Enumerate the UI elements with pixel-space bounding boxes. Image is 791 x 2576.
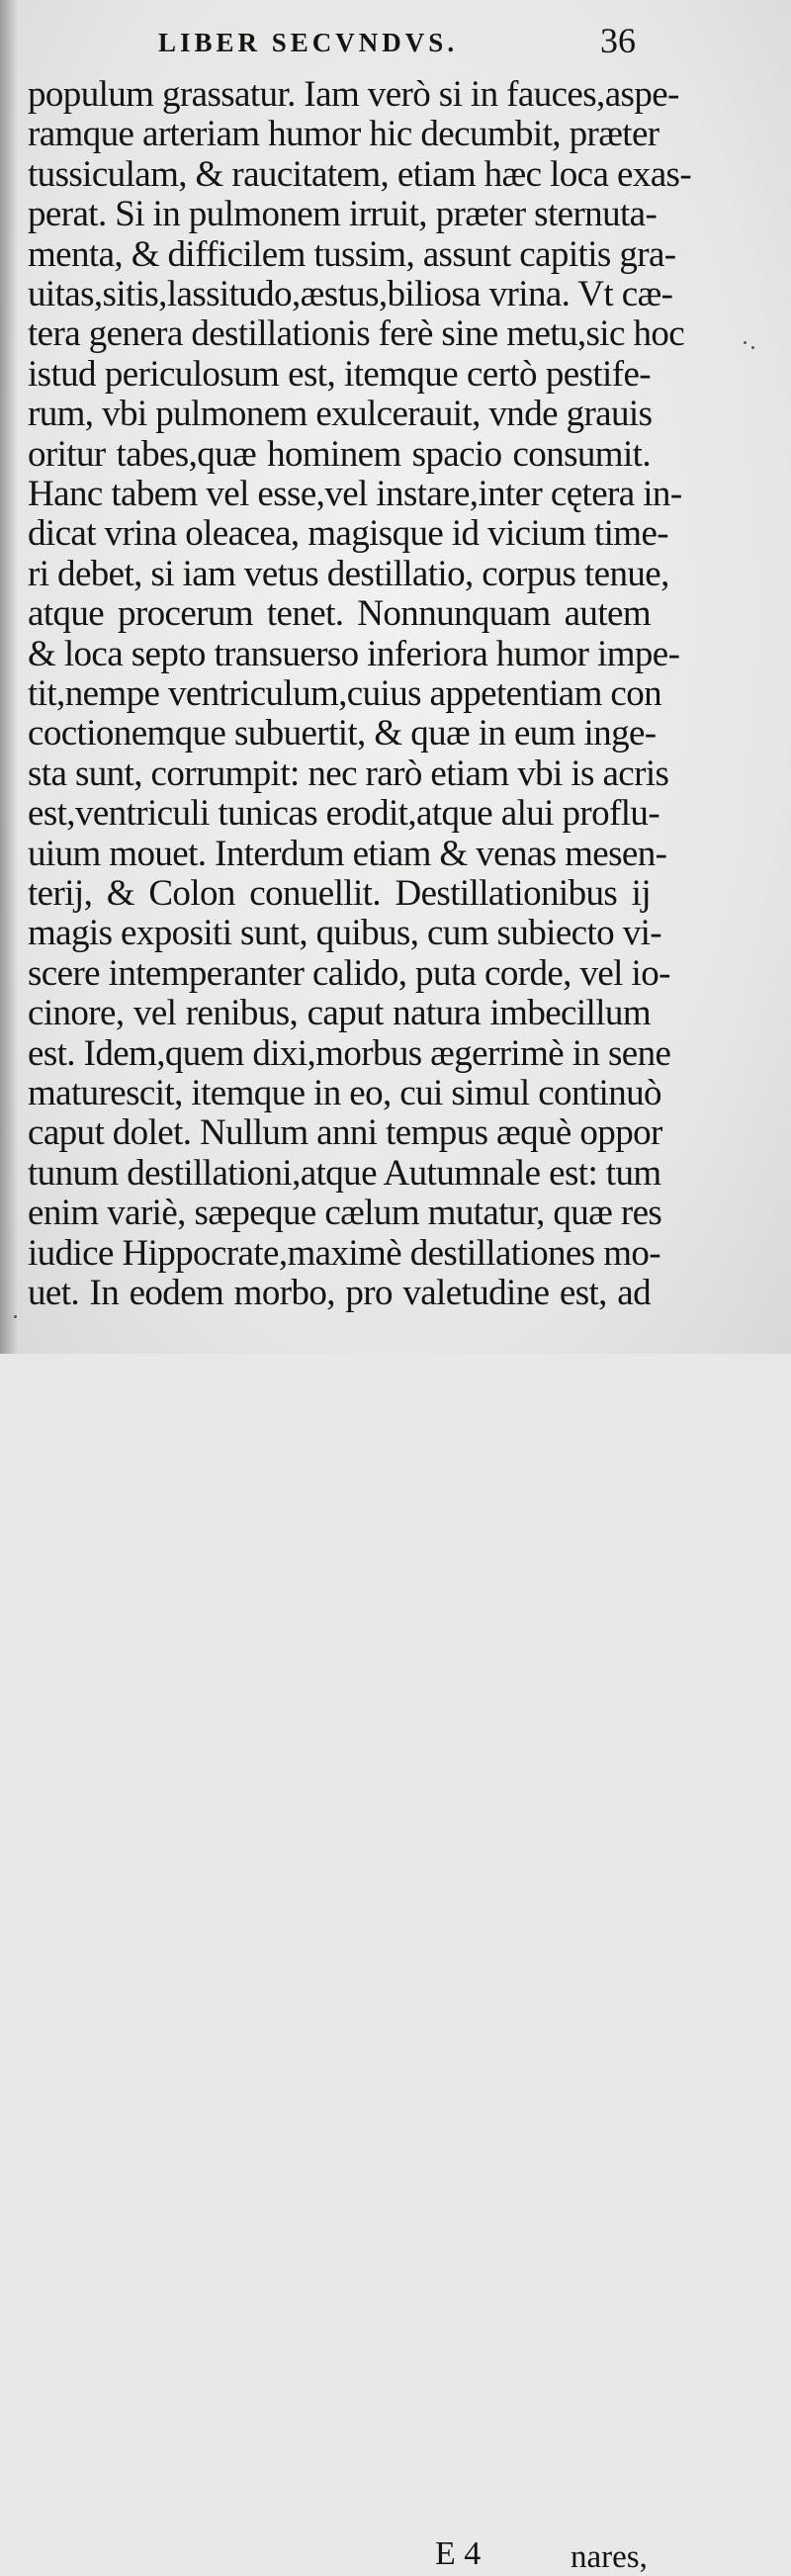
text-line: est. Idem,quem dixi,morbus ægerrimè in sene <box>28 1032 671 1074</box>
text-line: est,ventriculi tunicas erodit,atque alui proflu- <box>28 793 660 835</box>
text-line: terij, & Colon conuellit. Destillationibus ij <box>28 873 651 914</box>
text-line: ramque arteriam humor hic decumbit, præter <box>28 114 659 155</box>
text-line: menta, & difficilem tussim, assunt capitis gra- <box>28 233 676 275</box>
text-line: populum grassatur. Iam verò si in fauces,aspe- <box>28 74 679 115</box>
text-line: scere intemperanter calido, puta corde, vel io- <box>28 952 670 994</box>
text-line: oritur tabes,quæ hominem spacio consumit. <box>28 433 651 475</box>
text-line: istud periculosum est, itemque certò pestife- <box>28 353 651 395</box>
text-line: tera genera destillationis ferè sine metu,sic hoc <box>28 313 685 355</box>
text-line: iudice Hippocrate,maximè destillationes mo- <box>28 1232 661 1274</box>
text-line: tit,nempe ventriculum,cuius appetentiam con <box>28 673 662 714</box>
text-line: & loca septo transuerso inferiora humor impe- <box>28 633 680 674</box>
text-line: ri debet, si iam vetus destillatio, corpus tenue, <box>28 553 669 594</box>
text-line: uium mouet. Interdum etiam & venas mesen- <box>28 833 667 874</box>
text-line: coctionemque subuertit, & quæ in eum inge- <box>28 713 657 755</box>
text-line: caput dolet. Nullum anni tempus æquè oppor <box>28 1112 662 1154</box>
signature-mark: E 4 <box>435 2535 482 2572</box>
page-footer <box>0 1268 791 2575</box>
text-line: uitas,sitis,lassitudo,æstus,biliosa vrina. Vt cæ- <box>28 274 673 314</box>
text-line: dicat vrina oleacea, magisque id vicium time- <box>28 513 668 555</box>
ink-speck <box>744 341 747 344</box>
text-line: atque procerum tenet. Nonnunquam autem <box>28 593 651 635</box>
text-line: Hanc tabem vel esse,vel instare,inter cętera in- <box>28 474 682 514</box>
ink-speck <box>14 1315 17 1318</box>
text-line: tunum destillationi,atque Autumnale est: tum <box>28 1152 661 1194</box>
text-line: sta sunt, corrumpit: nec rarò etiam vbi is acris <box>28 753 669 794</box>
text-line: maturescit, itemque in eo, cui simul continuò <box>28 1073 661 1113</box>
text-line: perat. Si in pulmonem irruit, præter sternuta- <box>28 194 658 235</box>
text-line: rum, vbi pulmonem exulcerauit, vnde grauis <box>28 394 653 435</box>
text-line: tussiculam, & raucitatem, etiam hæc loca exas- <box>28 153 692 195</box>
text-line: cinore, vel renibus, caput natura imbecillum <box>28 993 651 1034</box>
text-line: enim variè, sæpeque cælum mutatur, quæ res <box>28 1193 662 1234</box>
text-line: uet. In eodem morbo, pro valetudine est, ad <box>28 1273 651 1313</box>
running-head: LIBER SECVNDVS. <box>158 28 459 57</box>
ink-speck <box>751 346 754 349</box>
catchword: nares, <box>571 2539 648 2575</box>
page-number: 36 <box>600 21 636 60</box>
text-line: magis expositi sunt, quibus, cum subiecto vi- <box>28 913 662 954</box>
